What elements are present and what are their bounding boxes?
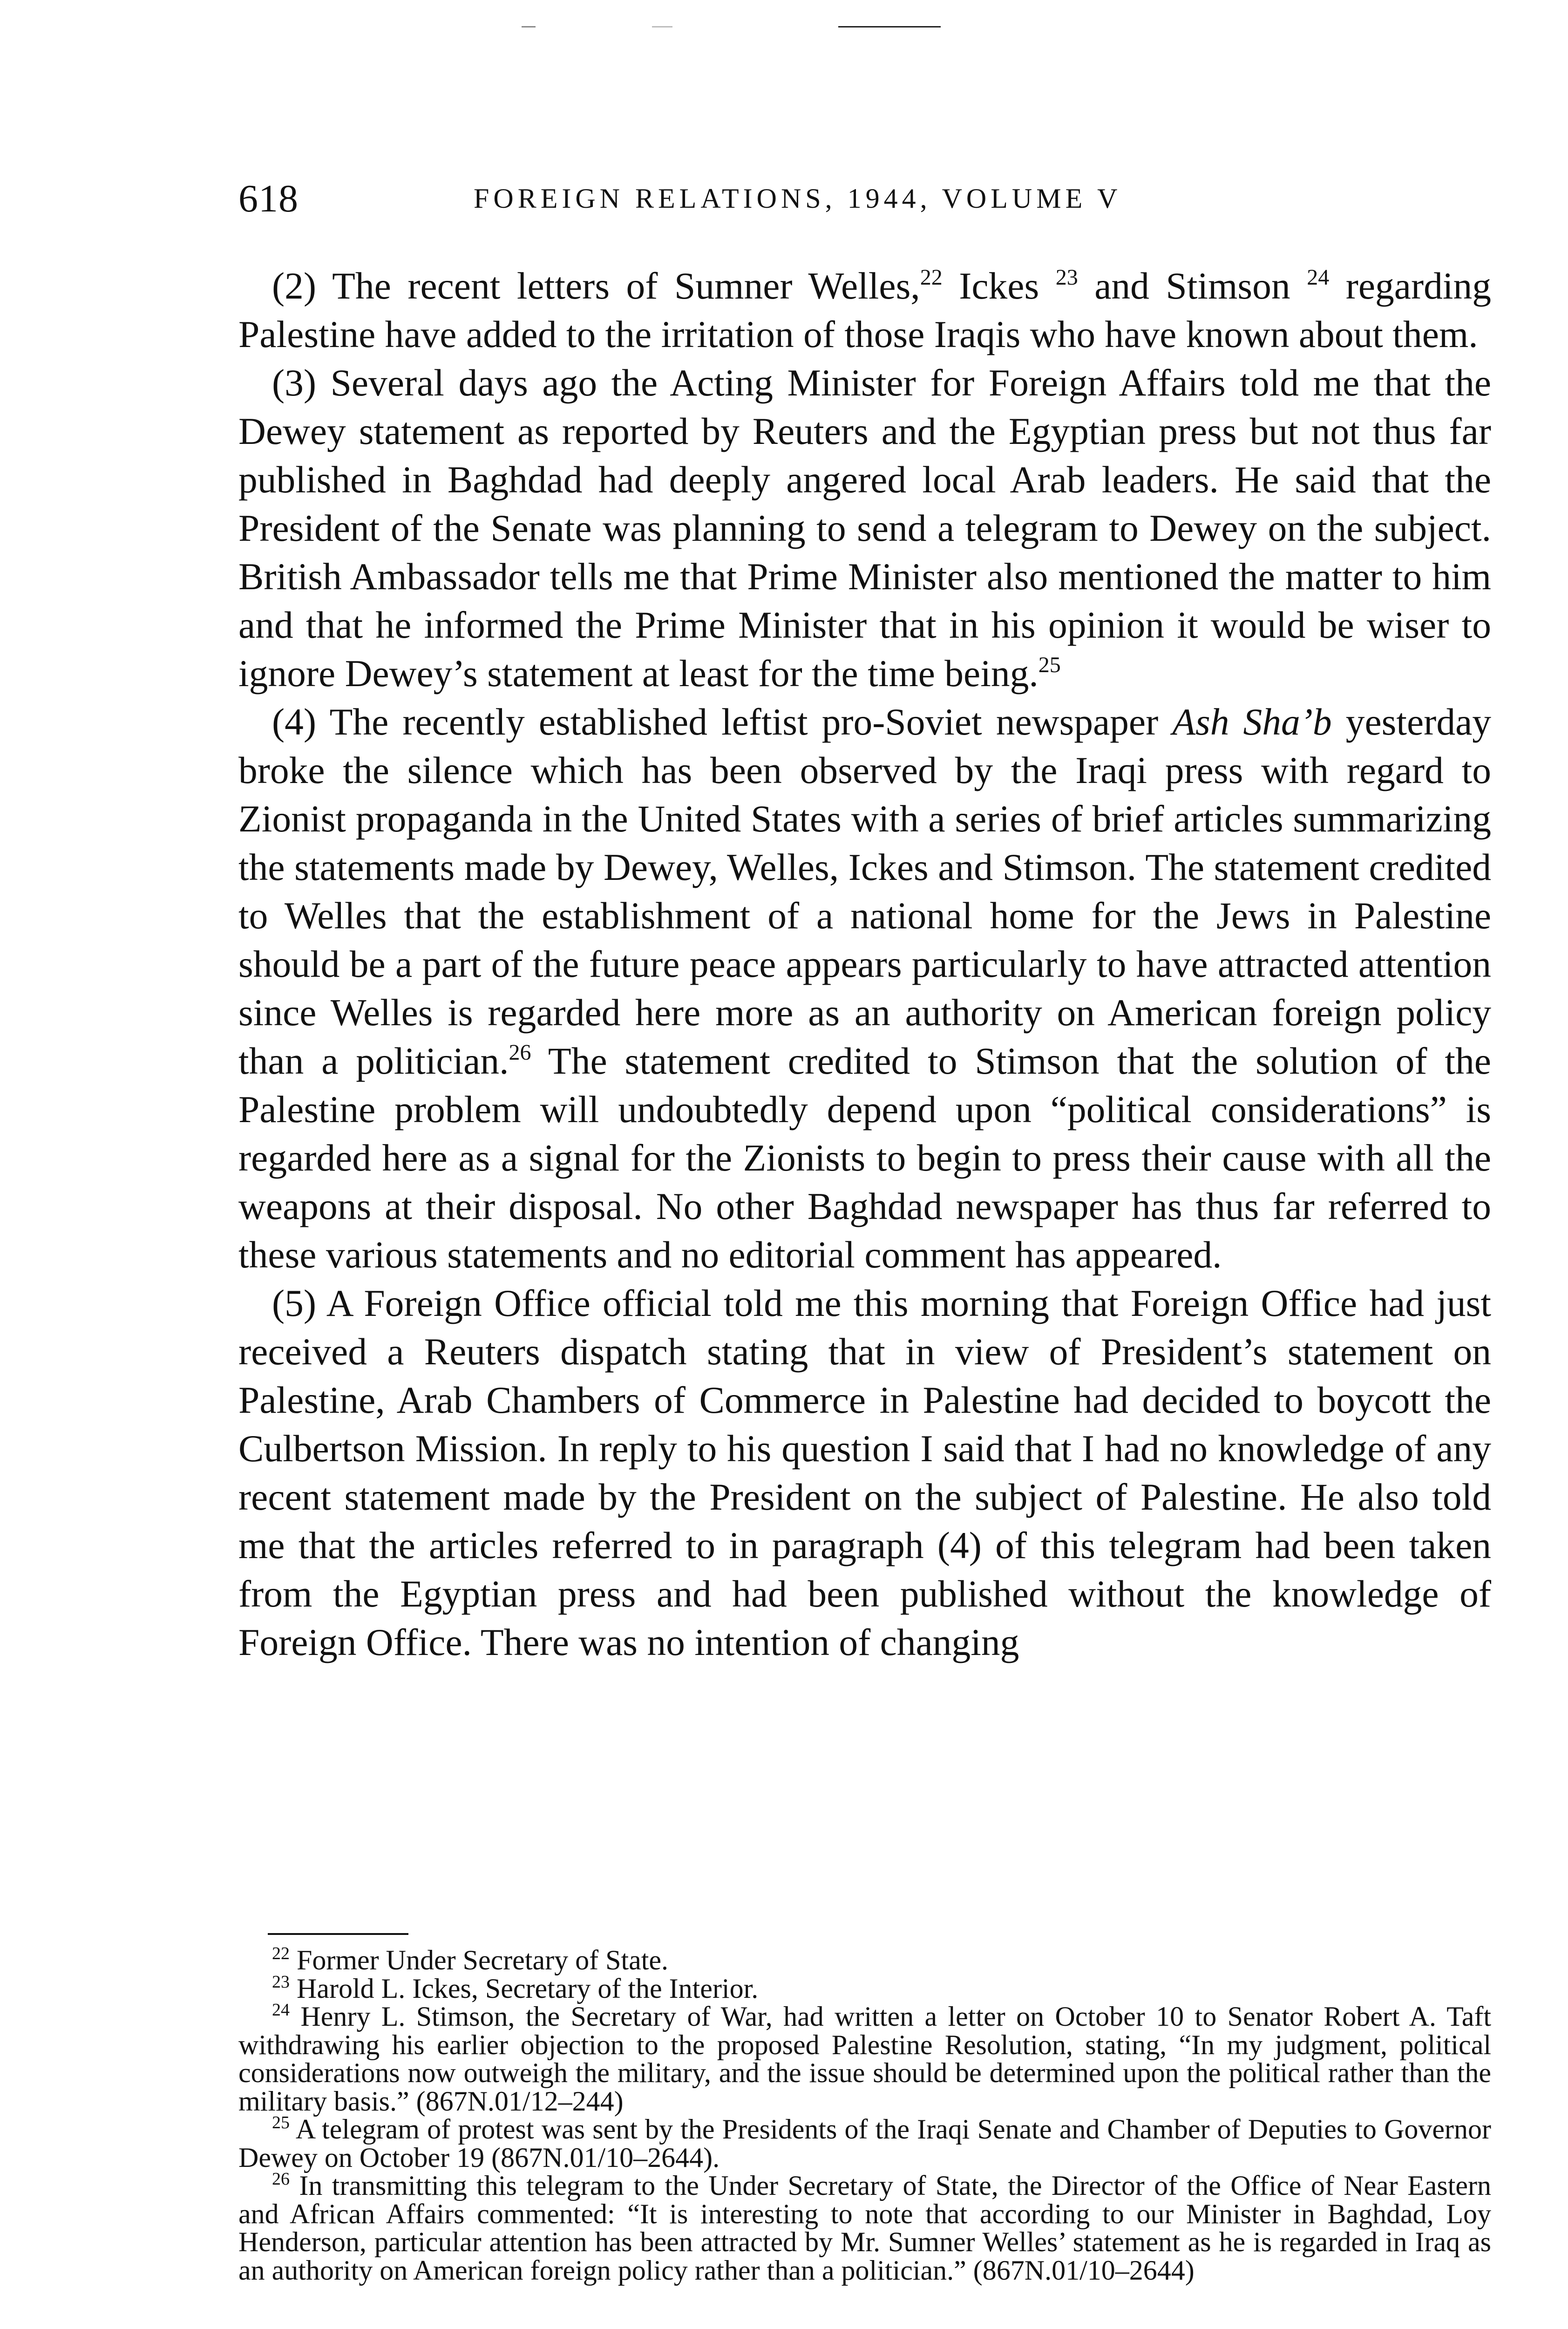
- scan-mark: [838, 26, 941, 27]
- footnote-ref: 24: [1307, 265, 1330, 290]
- body-text: [238, 262, 1491, 1667]
- paragraph-text: yesterday broke the silence which has been observed by the Iraqi press with regard to Zionist propaganda in the United States with a series of brief articles summarizing the statements made by Dewey, Welles, Ickes and Stimson. The statement credited to Welles that the establishment of a national home for the Jews in Palestine should be a part of the future peace appears particularly to have attracted attention since Welles is regarded here more as an authority on American foreign policy than a politician.: [238, 701, 1491, 1082]
- paragraph-text: Ickes: [942, 265, 1056, 307]
- paragraph-label: (3): [272, 361, 317, 404]
- paragraph-label: (4): [272, 701, 317, 743]
- footnote-ref: 23: [1055, 265, 1078, 290]
- footnote-ref: 26: [509, 1040, 531, 1065]
- footnote-text: In transmitting this telegram to the Under Secretary of State, the Director of the Office of Near Eastern and African Affairs commented: “It is interesting to note that according to our Minister in Baghdad, Loy Henderson, particular attention has been attracted by Mr. Sumner Welles’ statement as he is regarded in Iraq as an authority on American foreign policy rather than a politician.” (867N.01/10–2644): [238, 2170, 1491, 2286]
- paragraph-text: regarding Palestine have added to the irritation of those Iraqis who have known about them.: [238, 265, 1491, 355]
- paragraph-text: The recent letters of Sumner Welles,: [316, 265, 920, 307]
- scan-mark: [652, 26, 672, 27]
- footnote: [238, 2169, 1491, 2286]
- paragraph-text: The statement credited to Stimson that the solution of the Palestine problem will undoubtedly depend upon “political considerations” is regarded here as a signal for the Zionists to begin to press their cause with all the weapons at their disposal. No other Baghdad newspaper has thus far referred to these various statements and no editorial comment has appeared.: [238, 1040, 1491, 1276]
- footnote-number: 25: [272, 2113, 290, 2132]
- page-number: 618: [238, 177, 299, 220]
- scan-mark: [522, 26, 536, 27]
- footnote-number: 24: [272, 2000, 290, 2020]
- footnote: [238, 1946, 1491, 1975]
- paragraph-text: A Foreign Office official told me this morning that Foreign Office had just received a Reuters dispatch stating that in view of President’s statement on Palestine, Arab Chambers of Commerce in Palestine had decided to boycott the Culbertson Mission. In reply to his question I said that I had no knowledge of any recent statement made by the President on the subject of Palestine. He also told me that the articles referred to in paragraph (4) of this telegram had been taken from the Egyptian press and had been published without the knowledge of Foreign Office. There was no intention of changing: [238, 1282, 1491, 1663]
- running-head: [238, 176, 1491, 227]
- footnote-text: Henry L. Stimson, the Secretary of War, had written a letter on October 10 to Senator Robert A. Taft withdrawing his earlier objection to the proposed Palestine Resolution, stating, “In my judgment, political considerations now outweigh the military, and the issue should be determined upon the political rather than the military basis.” (867N.01/12–244): [238, 2001, 1491, 2117]
- footnote: [238, 1972, 1491, 2004]
- paragraph-text: The recently established leftist pro-Soviet newspaper: [316, 701, 1173, 743]
- paragraph-label: (5): [272, 1282, 317, 1324]
- footnote-text: Former Under Secretary of State.: [290, 1945, 669, 1975]
- running-title: FOREIGN RELATIONS, 1944, VOLUME V: [474, 183, 1122, 214]
- footnotes: [238, 1946, 1491, 2284]
- paragraph-label: (2): [272, 265, 317, 307]
- footnote-number: 22: [272, 1944, 290, 1963]
- footnote-number: 23: [272, 1972, 290, 1992]
- paragraph-3: [238, 359, 1491, 698]
- footnote-number: 26: [272, 2169, 290, 2189]
- footnote-ref: 22: [920, 265, 943, 290]
- footnote-rule: [268, 1933, 408, 1935]
- footnote-text: Harold L. Ickes, Secretary of the Interior.: [290, 1973, 759, 2004]
- footnote: [238, 2002, 1491, 2115]
- footnote-text: A telegram of protest was sent by the Presidents of the Iraqi Senate and Chamber of Deputies to Governor Dewey on October 19 (867N.01/10–2644).: [238, 2114, 1491, 2173]
- paragraph-text: Several days ago the Acting Minister for Foreign Affairs told me that the Dewey statement as reported by Reuters and the Egyptian press but not thus far published in Baghdad had deeply angered local Arab leaders. He said that the President of the Senate was planning to send a telegram to Dewey on the subject. British Ambassador tells me that Prime Minister also mentioned the matter to him and that he informed the Prime Minister that in his opinion it would be wiser to ignore Dewey’s statement at least for the time being.: [238, 361, 1491, 695]
- newspaper-title: Ash Sha’b: [1172, 701, 1332, 743]
- paragraph-2: [238, 262, 1491, 359]
- footnote-ref: 25: [1038, 653, 1061, 677]
- paragraph-5: [238, 1279, 1491, 1667]
- paragraph-text: and Stimson: [1078, 265, 1307, 307]
- footnote: [238, 2115, 1491, 2172]
- paragraph-4: [238, 698, 1491, 1279]
